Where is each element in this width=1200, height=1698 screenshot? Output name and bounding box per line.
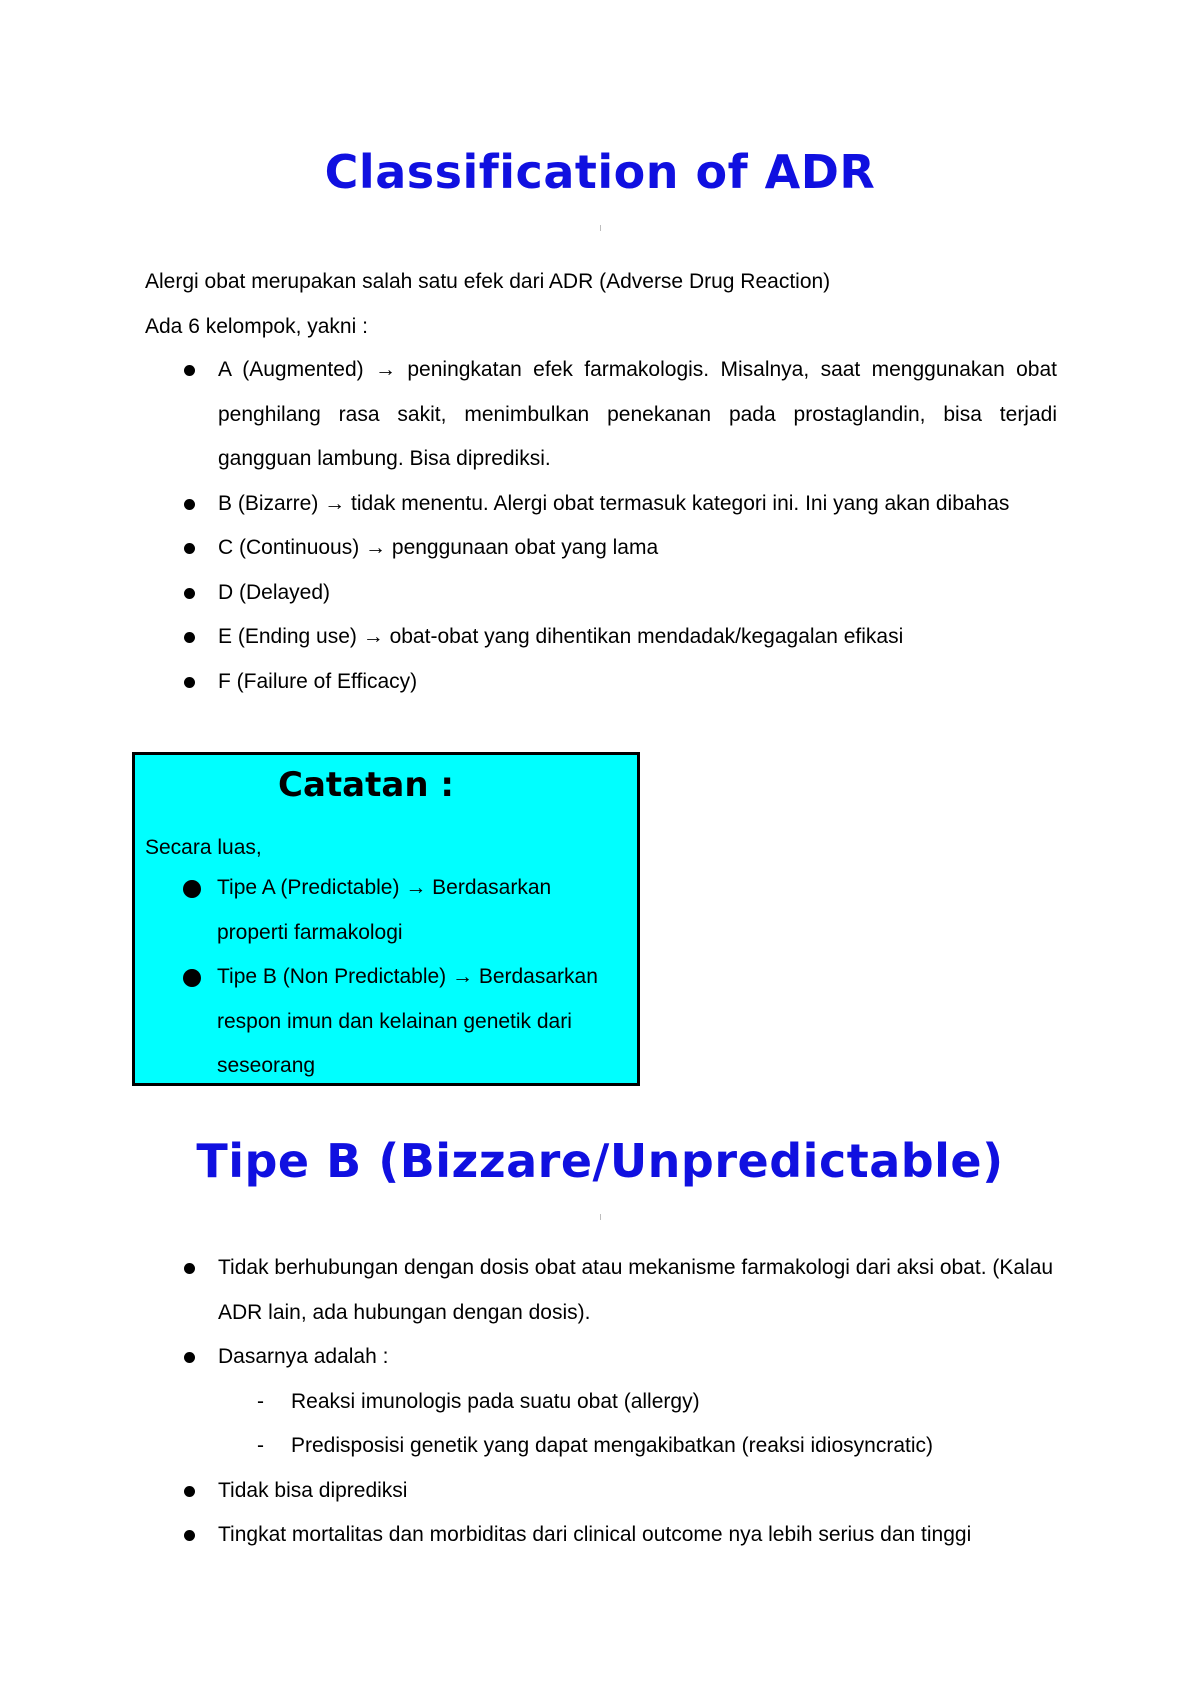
list-item: C (Continuous) → penggunaan obat yang lama [145,526,1057,571]
bullet-icon [184,1352,195,1363]
list-item: Tidak berhubungan dengan dosis obat atau mekanisme farmakologi dari aksi obat. (Kalau ADR lain, ada hubungan dengan dosis). [145,1246,1075,1335]
list-item: F (Failure of Efficacy) [145,660,1057,705]
list-item: Tipe A (Predictable) → Berdasarkan properti farmakologi [145,866,615,955]
intro-line: Ada 6 kelompok, yakni : [145,314,368,338]
intro-paragraphs [145,260,830,349]
list-item: Tidak bisa diprediksi [145,1469,1075,1514]
list-item: B (Bizarre) → tidak menentu. Alergi obat termasuk kategori ini. Ini yang akan dibahas [145,482,1057,527]
bullet-icon [183,969,201,987]
list-item: A (Augmented) → peningkatan efek farmakologis. Misalnya, saat menggunakan obat penghilang rasa sakit, menimbulkan penekanan pada prostaglandin, bisa terjadi gangguan lambung. Bisa diprediksi. [145,348,1057,482]
intro-line: Alergi obat merupakan salah satu efek dari ADR (Adverse Drug Reaction) [145,270,831,293]
note-list [145,866,615,1089]
bullet-icon [183,880,201,898]
sub-list-item: - Reaksi imunologis pada suatu obat (allergy) [145,1380,1075,1425]
type-b-list [145,1246,1075,1558]
list-item: D (Delayed) [145,571,1057,616]
bullet-icon [184,1486,195,1497]
bullet-icon [184,1530,195,1541]
bullet-icon [184,365,195,376]
bullet-icon [184,499,195,510]
sub-list [218,1380,1075,1469]
page-title: Classification of ADR [324,145,876,199]
list-item: Tingkat mortalitas dan morbiditas dari clinical outcome nya lebih serius dan tinggi [145,1513,1075,1558]
note-intro: Secara luas, [145,836,262,859]
dash-marker: - [257,1389,264,1413]
note-title: Catatan : [278,765,454,805]
list-item: Tipe B (Non Predictable) → Berdasarkan respon imun dan kelainan genetik dari seseorang [145,955,615,1089]
bullet-icon [184,677,195,688]
spacer-mark [600,1214,601,1220]
bullet-icon [184,543,195,554]
bullet-icon [184,1263,195,1274]
list-item: E (Ending use) → obat-obat yang dihentikan mendadak/kegagalan efikasi [145,615,1057,660]
list-item: Dasarnya adalah : - Reaksi imunologis pada suatu obat (allergy) - Predisposisi genetik yang dapat mengakibatkan (reaksi idiosyncratic) [145,1335,1075,1469]
bullet-icon [184,588,195,599]
sub-list-item: - Predisposisi genetik yang dapat mengakibatkan (reaksi idiosyncratic) [145,1424,1075,1469]
section-title: Tipe B (Bizzare/Unpredictable) [196,1134,1004,1188]
spacer-mark [600,225,601,231]
adr-classification-list [145,348,1057,704]
dash-marker: - [257,1434,264,1457]
bullet-icon [184,632,195,643]
